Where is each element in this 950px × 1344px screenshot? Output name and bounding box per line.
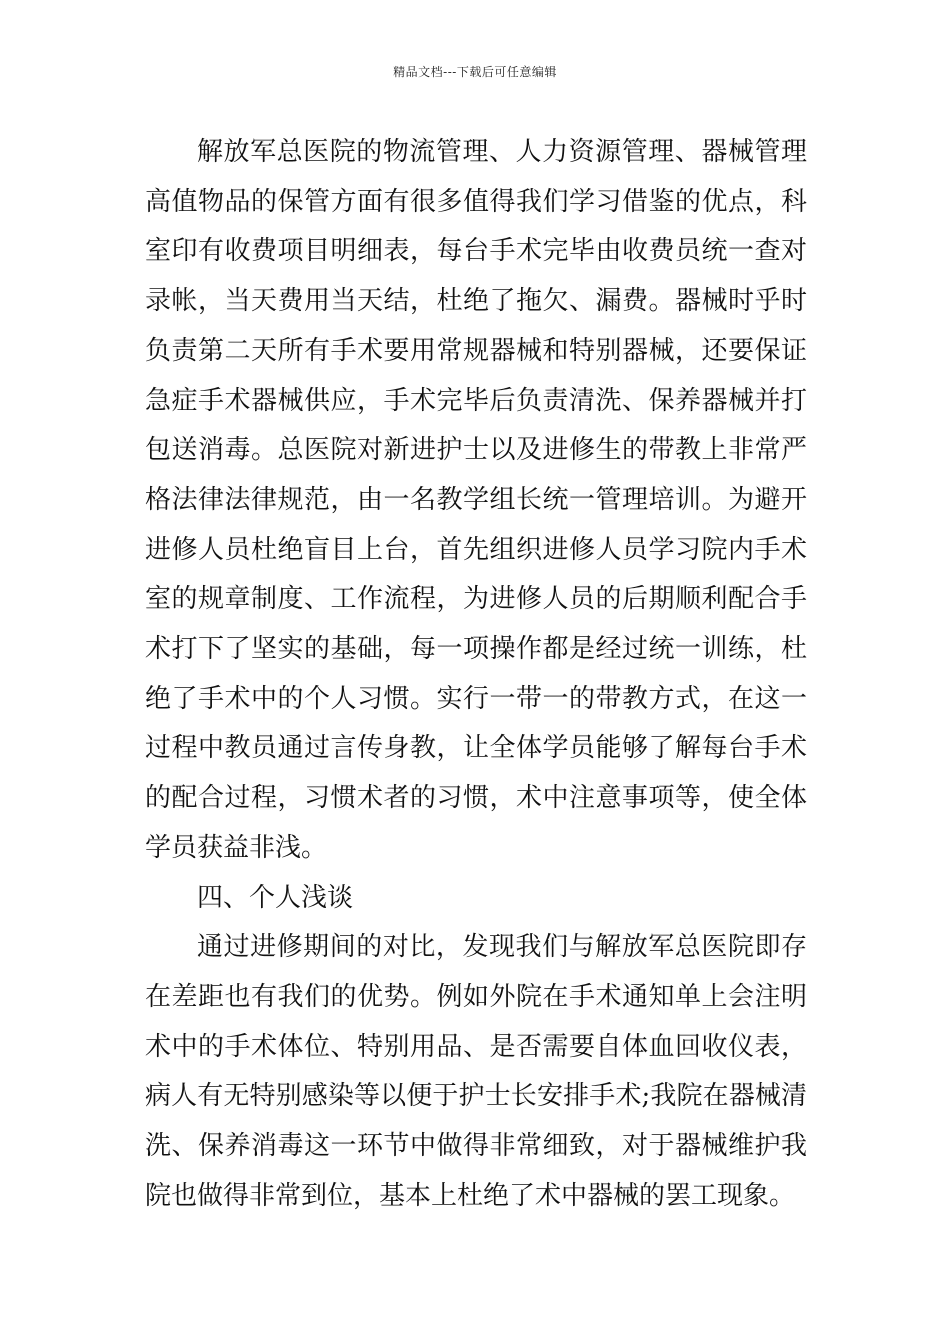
section-heading-personal-views: 四、个人浅谈 [197, 882, 354, 913]
paragraph-comparison: 通过进修期间的对比，发现我们与解放军总医院即存在差距也有我们的优势。例如外院在手术通知单上会注明术中的手术体位、特别用品、是否需要自体血回收仪表，病人有无特别感染等以便于护士长安排手术;我院在器械清洗、保养消毒这一环节中做得非常细致，对于器械维护我院也做得非常到位，基本上杜绝了术中器械的罢工现象。 [145, 932, 807, 1211]
document-body [145, 128, 807, 1221]
page-header: 精品文档---下载后可任意编辑 [393, 65, 557, 79]
paragraph-management: 解放军总医院的物流管理、人力资源管理、器械管理高值物品的保管方面有很多值得我们学习借鉴的优点，科室印有收费项目明细表，每台手术完毕由收费员统一查对录帐，当天费用当天结，杜绝了拖欠、漏费。器械时乎时负责第二天所有手术要用常规器械和特别器械，还要保证急症手术器械供应，手术完毕后负责清洗、保养器械并打包送消毒。总医院对新进护士以及进修生的带教上非常严格法律法律规范，由一名教学组长统一管理培训。为避开进修人员杜绝盲目上台，首先组织进修人员学习院内手术室的规章制度、工作流程，为进修人员的后期顺利配合手术打下了坚实的基础，每一项操作都是经过统一训练，杜绝了手术中的个人习惯。实行一带一的带教方式，在这一过程中教员通过言传身教，让全体学员能够了解每台手术的配合过程，习惯术者的习惯，术中注意事项等，使全体学员获益非浅。 [145, 137, 807, 863]
